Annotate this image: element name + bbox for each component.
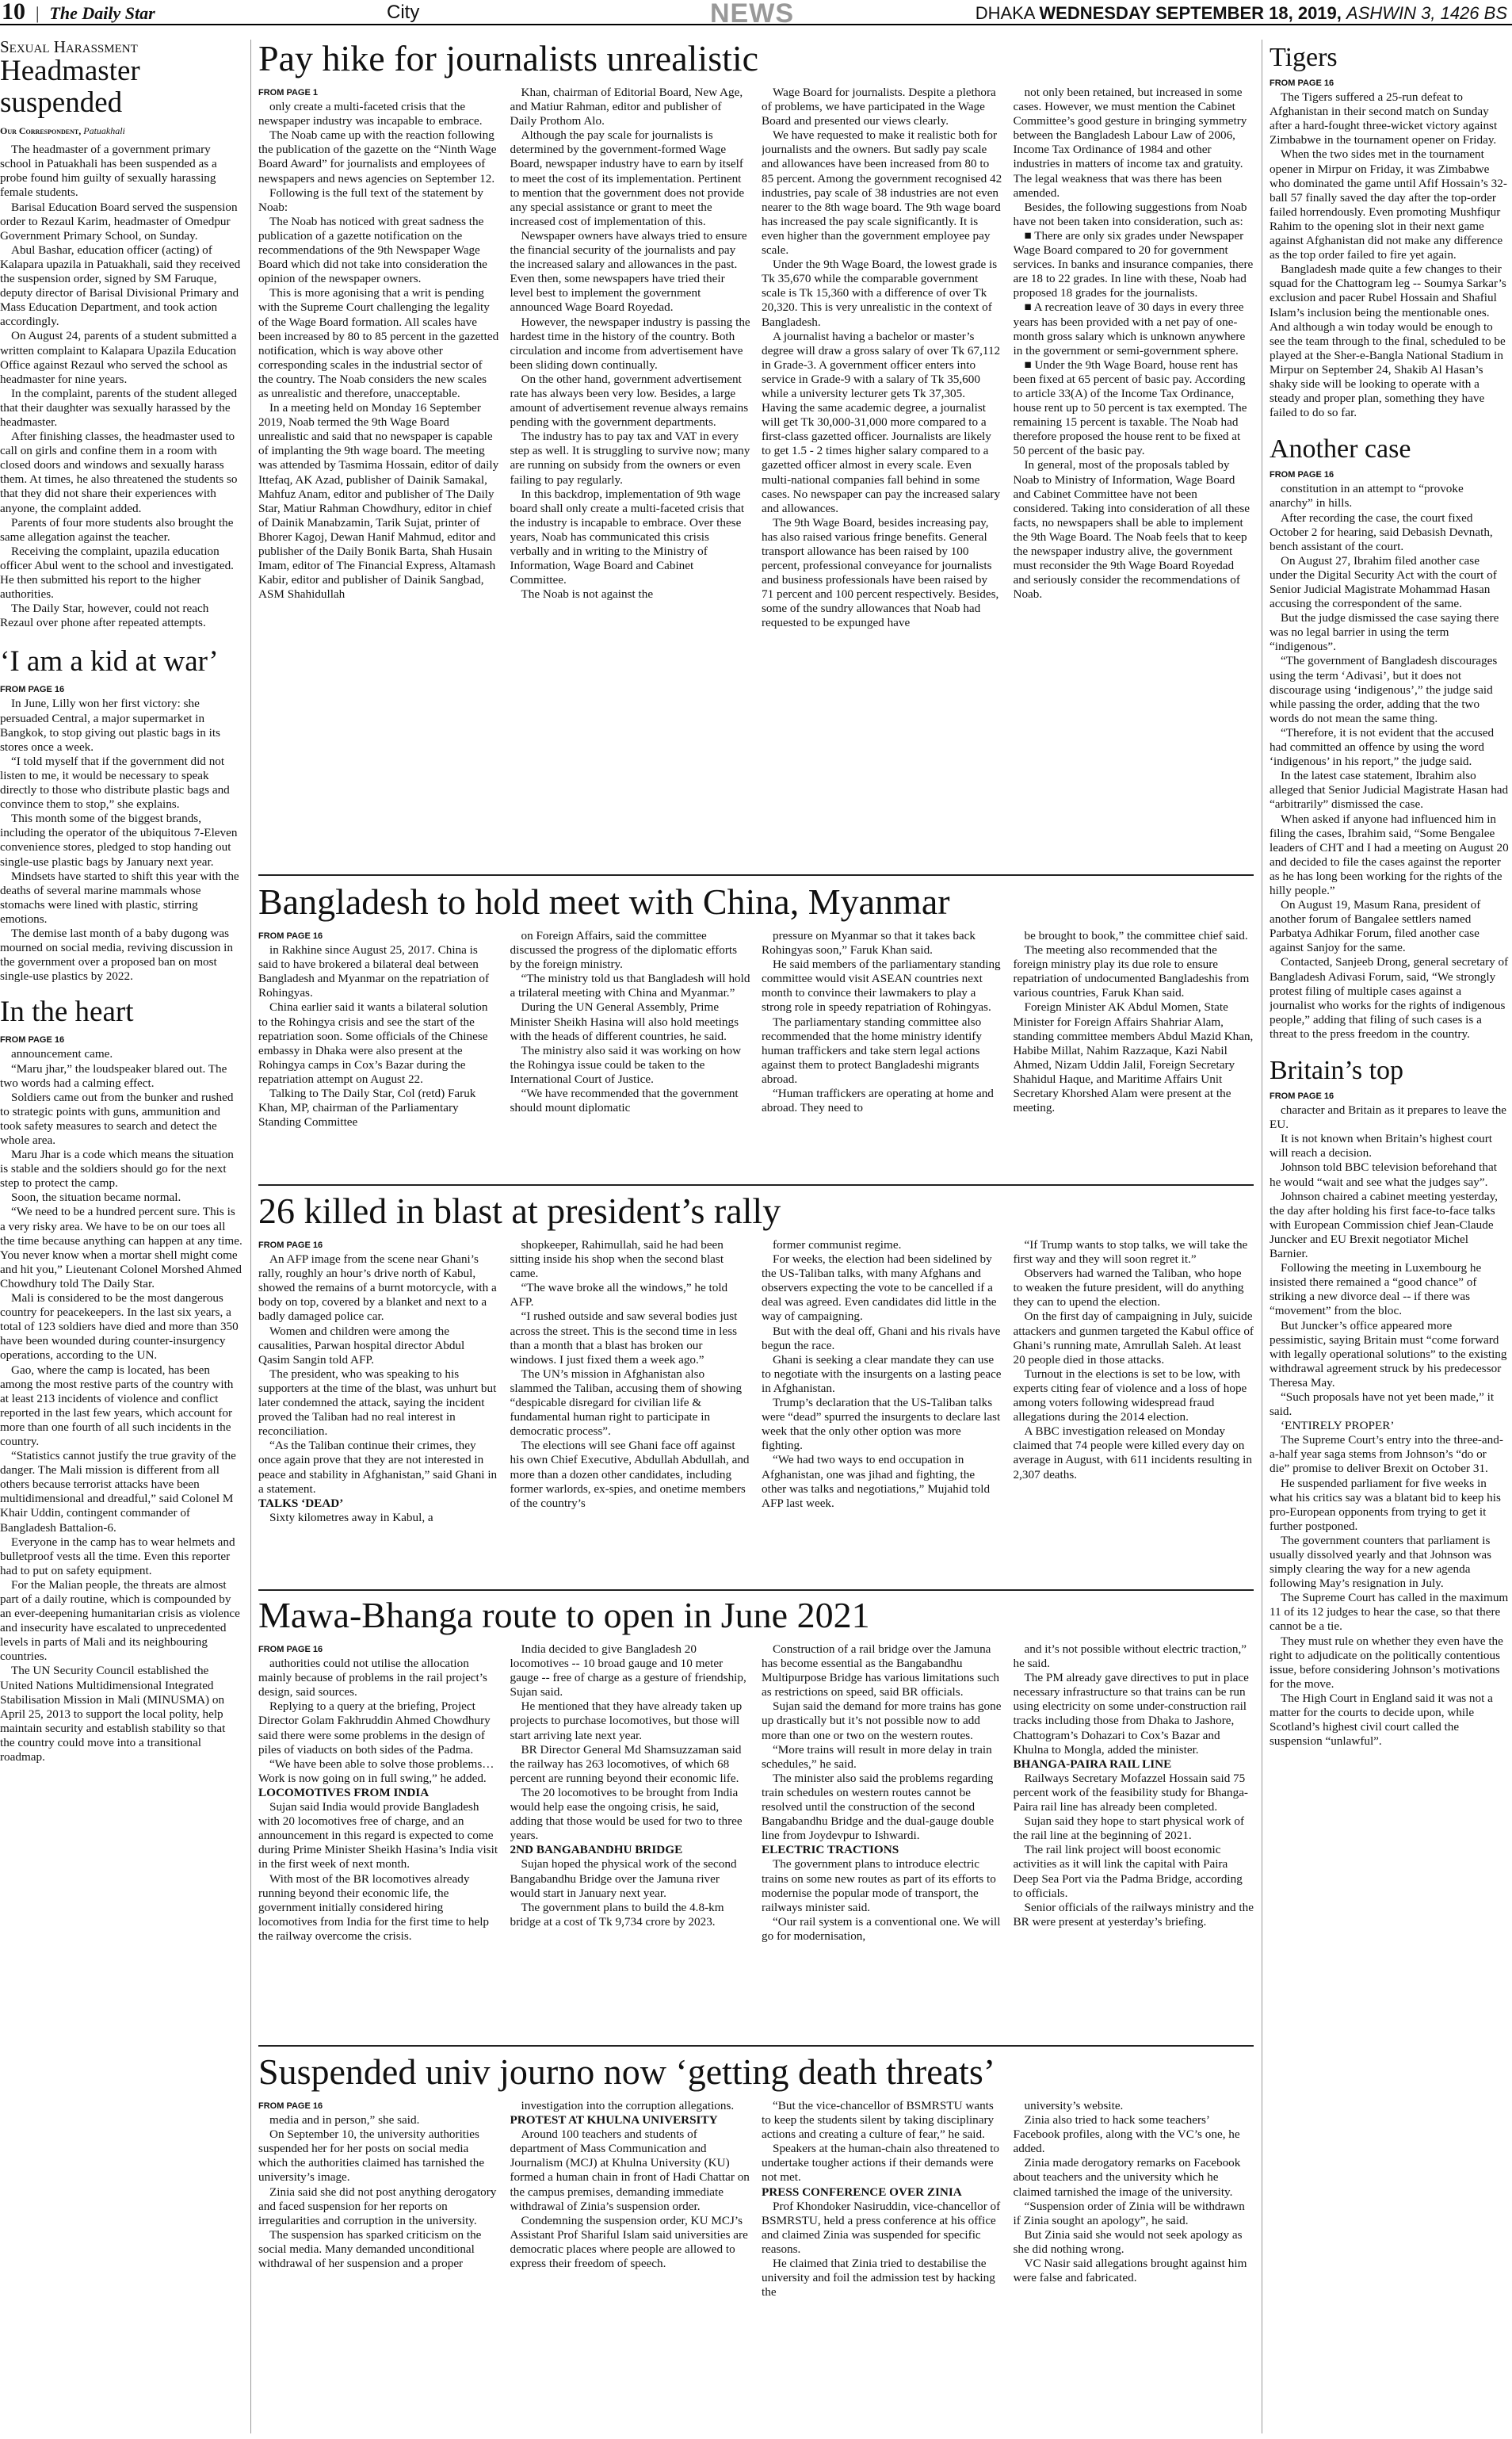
paragraph: “We have been able to solve those problems… Work is now going on in full swing,” he added.: [258, 1757, 494, 1785]
story-column: [510, 1238, 751, 1585]
paragraph: But with the deal off, Ghani and his rivals have begun the race.: [762, 1324, 1001, 1352]
paragraph: Foreign Minister AK Abdul Momen, State Minister for Foreign Affairs Shahriar Alam, standing committee members Abdul Mazid Khan, Habibe Millat, Nahim Razzaque, Kazi Nabil Ahmed, Nizam Uddin Jalil, Foreign Secretary Shahidul Haque, and Maritime Affairs Unit Secretary Khorshed Alam were present at the meeting.: [1013, 1000, 1254, 1115]
dateline-bangla: ASHWIN 3, 1426 BS: [1346, 3, 1507, 23]
paragraph: Ghani is seeking a clear mandate they can use to negotiate with the insurgents on a lasting peace in Afghanistan.: [762, 1352, 1002, 1395]
story-kicker: Sexual Harassment: [0, 40, 138, 56]
story-column: [258, 86, 499, 870]
story-body: [0, 1047, 242, 1764]
paragraph: Everyone in the camp has to wear helmets and bulletproof vests all the time. Even this reporter had to put on safety equipment.: [0, 1535, 235, 1577]
paragraph: ‘ENTIRELY PROPER’: [1281, 1419, 1395, 1433]
paragraph: Turnout in the elections is set to be low, with experts citing fear of violence and a loss of hope among voters following widespread fraud allegations during the 2014 election.: [1013, 1367, 1247, 1424]
paragraph: The headmaster of a government primary school in Patuakhali has been suspended as a probe found him guilty of sexually harassing female students.: [0, 143, 217, 200]
paragraph: But Zinia said she would not seek apology as she did nothing wrong.: [1013, 2227, 1243, 2256]
paragraph: Wage Board for journalists. Despite a plethora of problems, we have participated in the Wage Board and presented our views clearly.: [762, 86, 996, 128]
paragraph: Bangladesh made quite a few changes to their squad for the Chattogram leg -- Soumya Sarkar’s exclusion and pacer Rubel Hossain and Shafiul Islam’s inclusion being the mentionable ones. And although a win today would be enough to see the team through to the final, scheduled to be played at the Sher-e-Bangla National Stadium in Mirpur on September 24, Shakib Al Hasan’s shaky side will be looking to operate with a steady and proper plan, something they have failed to do so far.: [1270, 262, 1506, 420]
paragraph: Prof Khondoker Nasiruddin, vice-chancellor of BSMRSTU, held a press conference at his office and claimed Zinia was suspended for specific reasons.: [762, 2199, 1001, 2256]
paragraph: The UN’s mission in Afghanistan also slammed the Taliban, accusing them of showing “despicable disregard for civilian life & fundamental human right to participate in democratic process”.: [510, 1367, 743, 1439]
paragraph: The Supreme Court’s entry into the three-and-a-half year saga stems from Johnson’s “do or die” promise to deliver Brexit on October 31.: [1270, 1433, 1503, 1476]
paragraph: After finishing classes, the headmaster used to call on girls and confine them in a room with closed doors and windows and sexually harass them. At times, he also threatened the students so that they did not share their experiences with anyone, the complaint added.: [0, 430, 238, 515]
paragraph: “More trains will result in more delay in train schedules,” he said.: [762, 1742, 992, 1771]
paragraph: “If Trump wants to stop talks, we will take the first way and they will soon regret it.”: [1013, 1238, 1248, 1267]
story-columns: [258, 2099, 1254, 2433]
paragraph: “Maru jhar,” the loudspeaker blared out. The two words had a calming effect.: [0, 1061, 227, 1090]
story-headline: Tigers: [1270, 43, 1338, 72]
story-column: [762, 1642, 1002, 2040]
paragraph: The Noab has noticed with great sadness the publication of a gazette notification on the recommendations of the 9th Newspaper Wage Board which did not take into consideration the opinion of the newspaper owners.: [258, 214, 487, 286]
story-pay-hike: [258, 38, 1254, 872]
paragraph: “Therefore, it is not evident that the accused had committed an offence by using the word ‘indigenous’ in his report,” the judge said.: [1270, 725, 1495, 769]
paragraph: character and Britain as it prepares to leave the EU.: [1270, 1103, 1507, 1132]
paragraph: Sujan said the demand for more trains has gone up drastically but it’s not possible now to add more than one or two on the western routes.: [762, 1699, 1002, 1742]
paragraph: In general, most of the proposals tabled by Noab to Ministry of Information, Wage Board and Cabinet Committee have not been considered. Taking into consideration of all these facts, no newspapers shall be able to implement the 9th Wage Board. The Noab feels that to keep the newspaper industry alive, the government must reconsider the 9th Wage Board Royedad and seriously consider the recommendations of Noab.: [1013, 458, 1250, 602]
story-headline: Headmaster suspended: [0, 55, 140, 120]
story-body: [1270, 90, 1509, 420]
paragraph: Soon, the situation became normal.: [11, 1191, 181, 1205]
paragraph: Replying to a query at the briefing, Project Director Golam Fakhruddin Ahmed Chowdhury said there were some problems in the design of piles of viaducts on both sides of the Padma.: [258, 1699, 491, 1757]
paragraph: The government plans to build the 4.8-km bridge at a cost of Tk 9,734 crore by 2023.: [510, 1900, 724, 1929]
story-divider: [258, 1184, 1254, 1186]
story-body: [0, 143, 242, 630]
story-tigers: [1270, 43, 1509, 420]
paragraph: In the complaint, parents of the student alleged that their daughter was sexually harassed by the headmaster.: [0, 386, 238, 429]
paragraph: In this backdrop, implementation of 9th wage board shall only create a multi-faceted crisis that the industry is incapable to embrace. Over these years, Noab has communicated this crisis verbally and in writing to the Ministry of Information, Wage Board and Cabinet Committee.: [510, 487, 745, 587]
paragraph: only create a multi-faceted crisis that the newspaper industry was incapable to embrace.: [258, 100, 483, 128]
dateline: [976, 3, 1507, 24]
story-headline: Another case: [1270, 434, 1411, 464]
paragraph: in Rakhine since August 25, 2017. China is said to have brokered a bilateral deal between Bangladesh and Myanmar on the repatriation of Rohingyas.: [258, 943, 490, 1000]
story-columns: [258, 1642, 1254, 2040]
paragraph: LOCOMOTIVES FROM INDIA: [258, 1785, 430, 1799]
paragraph: The government counters that parliament is usually dissolved yearly and that Johnson was simply clearing the way for a new agenda following May’s resignation in July.: [1270, 1533, 1492, 1591]
paragraph: For weeks, the election had been sidelined by the US-Taliban talks, with many Afghans and observers expecting the vote to be cancelled if a deal was agreed. Even candidates did little in the way of campaigning.: [762, 1252, 997, 1324]
paragraph: Johnson told BBC television beforehand that he would “wait and see what the judges say”.: [1270, 1160, 1497, 1189]
paragraph: Maru Jhar is a code which means the situation is stable and the soldiers should go for the next step to protect the camp.: [0, 1148, 234, 1191]
paragraph: “I rushed outside and saw several bodies just across the street. This is the second time in less than a month that a blast has broken our windows. I just fixed them a week ago.”: [510, 1309, 738, 1367]
paragraph: A journalist having a bachelor or master’s degree will draw a gross salary of over Tk 67,112 in Grade-3. A government officer enters into service in Grade-9 with a salary of Tk 35,600 while a university lecturer gets Tk 37,305. Having the same academic degree, a journalist will get Tk 30,000-31,000 more compared to a first-class gazetted officer. Journalists are likely to get 1.5 - 2 times higher salary compared to a gazetted officer almost in every scale. Even multi-national companies fall behind in some cases. No newspaper can pay the increased salary and allowances.: [762, 329, 1001, 515]
paragraph: In the latest case statement, Ibrahim also alleged that Senior Judicial Magistrate Hasan had “arbitrarily” dismissed the case.: [1270, 769, 1509, 812]
story-divider: [258, 874, 1254, 876]
paragraph: The UN Security Council established the United Nations Multidimensional Integrated Stabilisation Mission in Mali (MINUSMA) on April 25, 2013 to support the local polity, help maintain security and establish stability so that the country could move into a transitional roadmap.: [0, 1664, 226, 1764]
story-in-the-heart: [0, 996, 242, 1764]
paragraph: Zinia also tried to hack some teachers’ Facebook profiles, along with the VC’s one, he added.: [1013, 2113, 1240, 2156]
paragraph: The ministry also said it was working on how the Rohingya issue could be taken to the International Court of Justice.: [510, 1043, 742, 1086]
paragraph: The president, who was speaking to his supporters at the time of the blast, was unhurt but later condemned the attack, saying the incident proved the Taliban had no real interest in reconciliation.: [258, 1367, 497, 1439]
story-column: [1014, 929, 1254, 1181]
jump-line: FROM PAGE 16: [258, 1241, 323, 1250]
story-column: [762, 86, 1002, 870]
paragraph: on Foreign Affairs, said the committee discussed the progress of the diplomatic efforts by the foreign ministry.: [510, 929, 738, 972]
paragraph: Soldiers came out from the bunker and rushed to strategic points with guns, ammunition and took safety measures to search and detect the whole area.: [0, 1090, 234, 1147]
paragraph: Khan, chairman of Editorial Board, New Age, and Matiur Rahman, editor and publisher of Daily Prothom Alo.: [510, 86, 743, 128]
paragraph: In a meeting held on Monday 16 September 2019, Noab termed the 9th Wage Board unrealistic and said that no newspaper is capable of implanting the 9th wage board. The meeting was attended by Tasmima Hossain, editor of daily Ittefaq, AK Azad, publisher of Dainik Samakal, Mahfuz Anam, editor and publisher of The Daily Star, Matiur Rahman Chowdhury, editor in chief of Dainik Manabzamin, Tarik Sujat, printer of Bhorer Kagoj, Dewan Hanif Mahmud, editor and publisher of the Daily Bonik Barta, Shah Husain Imam, editor of The Financial Express, Altamash Kabir, editor and publisher of Dainik Sangbad, ASM Shahidullah: [258, 401, 499, 602]
jump-line: FROM PAGE 16: [1270, 1091, 1334, 1101]
story-column: [258, 2099, 499, 2433]
story-column: [1014, 2099, 1254, 2433]
paragraph: For the Malian people, the threats are almost part of a daily routine, which is compounded by an ever-deepening humanitarian crisis as violence and insecurity have escalated to unprecedented levels in parts of Mali and its neighbouring countries.: [0, 1577, 240, 1664]
paragraph: TALKS ‘DEAD’: [258, 1496, 344, 1510]
paragraph: Zinia said she did not post anything derogatory and faced suspension for her reports on irregularities and corruption in the university.: [258, 2185, 497, 2227]
paragraph: Observers had warned the Taliban, who hope to weaken the future president, will do anything they can to upend the election.: [1013, 1267, 1244, 1309]
jump-line: FROM PAGE 16: [258, 2101, 323, 2111]
paragraph: The meeting also recommended that the foreign ministry play its due role to ensure repatriation of undocumented Bangladeshis from various countries, Faruk Khan said.: [1013, 943, 1250, 1000]
paragraph: Women and children were among the causalities, Parwan hospital director Abdul Qasim Sangin told AFP.: [258, 1324, 465, 1367]
paragraph: The parliamentary standing committee also recommended that the home ministry identify human traffickers and take stern legal actions against them to protect Bangladeshi migrants abroad.: [762, 1015, 982, 1086]
story-headline: 26 killed in blast at president’s rally: [258, 1191, 781, 1231]
paragraph: Receiving the complaint, upazila education officer Abul went to the school and investigated. He then submitted his report to the higher authorities.: [0, 544, 234, 602]
story-column: [1014, 86, 1254, 870]
story-headline: Pay hike for journalists unrealistic: [258, 38, 759, 78]
dateline-date: WEDNESDAY SEPTEMBER 18, 2019,: [1039, 3, 1342, 23]
paragraph: On the other hand, government advertisement rate has always been very low. Besides, a large amount of advertisement revenue always remains pending with the government departments.: [510, 372, 749, 430]
jump-line: FROM PAGE 16: [258, 1645, 323, 1654]
paragraph: The minister also said the problems regarding train schedules on western routes cannot be resolved until the construction of the second Bangabandhu Bridge and the dual-gauge double line from Joydevpur to Ishwardi.: [762, 1771, 995, 1843]
paragraph: The Supreme Court has called in the maximum 11 of its 12 judges to hear the case, so that there cannot be a tie.: [1270, 1591, 1509, 1634]
paragraph: Following is the full text of the statement by Noab:: [258, 185, 483, 214]
paragraph: On September 10, the university authorities suspended her for her posts on social media which the authorities claimed has tarnished the university’s image.: [258, 2127, 485, 2185]
paragraph: “We have recommended that the government should mount diplomatic: [510, 1087, 739, 1115]
paragraph: After recording the case, the court fixed October 2 for hearing, said Debasish Devnath, bench assistant of the court.: [1270, 510, 1493, 553]
paragraph: PRESS CONFERENCE OVER ZINIA: [762, 2185, 962, 2199]
paragraph: The Noab came up with the reaction following the publication of the gazette on the “Ninth Wage Board Award” for journalists and employees of newspapers and news agencies on September 12.: [258, 128, 497, 185]
paragraph: The demise last month of a baby dugong was mourned on social media, reviving discussion in the government over a proposed ban on most single-use plastics by 2022.: [0, 926, 233, 984]
paragraph: ■ Under the 9th Wage Board, house rent has been fixed at 65 percent of basic pay. According to article 33(A) of the Income Tax Ordinance, house rent up to 50 percent is tax exempted. The remaining 15 percent is taxable. The Noab had therefore proposed the house rent to be fixed at 50 percent of the basic pay.: [1013, 357, 1247, 458]
paragraph: The government plans to introduce electric trains on some new routes as part of its efforts to modernise the popular mode of transport, the railways minister said.: [762, 1857, 996, 1914]
paragraph: Parents of four more students also brought the same allegation against the teacher.: [0, 515, 234, 544]
paragraph: PROTEST AT KHULNA UNIVERSITY: [510, 2113, 718, 2127]
jump-line: FROM PAGE 16: [258, 931, 323, 941]
paragraph: Condemning the suspension order, KU MCJ’s Assistant Prof Shariful Islam said universities are democratic places where people are allowed to express their freedom of speech.: [510, 2213, 748, 2271]
paragraph: “I told myself that if the government did not listen to me, it would be necessary to speak directly to those who distribute plastic bags and convince them to stop,” she explains.: [0, 754, 230, 812]
paragraph: Mindsets have started to shift this year with the deaths of several marine mammals whose stomachs were lined with plastic, stirring emotions.: [0, 869, 239, 926]
paragraph: Around 100 teachers and students of department of Mass Communication and Journalism (MCJ) at Khulna University (KU) formed a human chain in front of Hadi Chattar on the campus premises, demanding immediate withdrawal of Zinia’s suspension order.: [510, 2127, 750, 2213]
paper-name: The Daily Star: [49, 3, 155, 23]
page-number-and-flag: 10 | The Daily Star: [2, 0, 155, 25]
paragraph: In June, Lilly won her first victory: she persuaded Central, a major supermarket in Bangkok, to stop giving out plastic bags in its stores once a week.: [0, 697, 221, 754]
paragraph: The rail link project will boost economic activities as it will link the capital with Paira Deep Sea Port via the Padma Bridge, according to officials.: [1013, 1843, 1243, 1900]
paragraph: authorities could not utilise the allocation mainly because of problems in the rail project’s design, said sources.: [258, 1657, 487, 1699]
jump-line: FROM PAGE 16: [0, 1035, 65, 1046]
story-headmaster: [0, 40, 242, 630]
paragraph: The 20 locomotives to be brought from India would help ease the ongoing crisis, he said, adding that those would be used for two to three years.: [510, 1785, 743, 1843]
paragraph: “The ministry told us that Bangladesh will hold a trilateral meeting with China and Myanmar.”: [510, 972, 750, 1000]
paragraph: He claimed that Zinia tried to destabilise the university and foil the admission test by hacking the: [762, 2257, 995, 2299]
paragraph: The industry has to pay tax and VAT in every step as well. It is struggling to survive now; many are running on subsidy from the owners or even failing to pay regularly.: [510, 430, 750, 487]
story-byline: Our Correspondent, Patuakhali: [0, 125, 125, 137]
paragraph: “We need to be a hundred percent sure. This is a very risky area. We have to be on our toes all the time because anything can happen at any time. You never know when a mortar shell might come and hit you,” Lieutenant Colonel Morshed Ahmed Chowdhury told The Daily Star.: [0, 1205, 242, 1290]
paragraph: He suspended parliament for five weeks in what his critics say was a blatant bid to keep his pro-European opponents from trying to get it further postponed.: [1270, 1476, 1501, 1533]
page-masthead: [0, 0, 1512, 29]
paragraph: “But the vice-chancellor of BSMRSTU wants to keep the students silent by taking disciplinary actions and creating a culture of fear,” he said.: [762, 2099, 995, 2142]
story-column: [762, 2099, 1002, 2433]
paragraph: Mali is considered to be the most dangerous country for peacekeepers. In the last six years, a total of 123 soldiers have died and more than 350 have been wounded during counter-insurgency operations, according to the UN.: [0, 1291, 239, 1363]
paragraph: He said members of the parliamentary standing committee would visit ASEAN countries next month to convince their lawmakers to play a strong role in speedy repatriation of Rohingyas.: [762, 958, 1001, 1015]
paragraph: With most of the BR locomotives already running beyond their economic life, the government initially considered hiring locomotives from India for the first time to help the railway overcome the crisis.: [258, 1871, 490, 1943]
paragraph: Speakers at the human-chain also threatened to undertake tougher actions if their demands were not met.: [762, 2142, 999, 2185]
paragraph: be brought to book,” the committee chief said.: [1024, 929, 1248, 942]
paragraph: shopkeeper, Rahimullah, said he had been sitting inside his shop when the second blast came.: [510, 1238, 724, 1281]
story-column: [258, 1238, 499, 1585]
paragraph: not only been retained, but increased in some cases. However, we must mention the Cabinet Committee’s good gesture in bringing symmetry between the Bangladesh Labour Law of 2006, Income Tax Ordinance of 1984 and other industries in matters of income tax and gratuity. The legal weakness that was there has been amended.: [1013, 86, 1247, 200]
column-divider: [250, 40, 251, 2433]
dateline-city: DHAKA: [975, 3, 1035, 23]
paragraph: “The wave broke all the windows,” he told AFP.: [510, 1281, 728, 1309]
paragraph: Following the meeting in Luxembourg he insisted there remained a “good chance” of striking a new divorce deal -- if there was “movement” from the bloc.: [1270, 1261, 1482, 1318]
paragraph: “As the Taliban continue their crimes, they once again prove that they are not interested in peace and stability in Afghanistan,” said Ghani in a statement.: [258, 1439, 498, 1496]
paragraph: The Noab is not against the: [521, 587, 654, 602]
story-column: [1014, 1238, 1254, 1585]
paragraph: When the two sides met in the tournament opener in Mirpur on Friday, it was Zimbabwe who dominated the game until Afif Hossain’s 32-ball 57 finally saved the day after the top-order failed horrendously. Even promoting Mushfiqur Rahim to the opening slot in their next game against Afghanistan did not make any difference as the top order failed to fire yet again.: [1270, 147, 1507, 262]
paragraph: BHANGA-PAIRA RAIL LINE: [1013, 1757, 1172, 1771]
jump-line: FROM PAGE 16: [1270, 78, 1334, 88]
paragraph: On August 19, Masum Rana, president of another forum of Bangalee settlers named Parbatya Adhikar Forum, filed another case against Sanjoy for the same.: [1270, 898, 1481, 955]
paragraph: “The government of Bangladesh discourages using the term ‘Adivasi’, but it does not discourage using ‘indigenous’,” the judge said while passing the order, adding that the two words do not mean the same thing.: [1270, 654, 1498, 725]
paragraph: It is not known when Britain’s highest court will reach a decision.: [1270, 1132, 1493, 1160]
paragraph: media and in person,” she said.: [269, 2113, 420, 2127]
story-body: [0, 697, 242, 984]
story-headline: Bangladesh to hold meet with China, Myanmar: [258, 881, 950, 922]
paragraph: “We had two ways to end occupation in Afghanistan, one was jihad and fighting, the other was talks and negotiations,” Mujahid told AFP last week.: [762, 1453, 991, 1510]
paragraph: This month some of the biggest brands, including the operator of the ubiquitous 7-Eleven convenience stores, pledged to stop handing out single-use plastic bags by January next year.: [0, 812, 238, 869]
paragraph: On the first day of campaigning in July, suicide attackers and gunmen targeted the Kabul office of Ghani’s running mate, Amrullah Saleh. At least 20 people died in those attacks.: [1013, 1309, 1254, 1367]
story-column: [258, 1642, 499, 2040]
paragraph: ■ There are only six grades under Newspaper Wage Board compared to 20 for government services. In banks and insurance companies, there are 18 to 22 grades. In line with these, Noab had proposed 18 grades for the journalists.: [1013, 228, 1254, 300]
story-columns: [258, 86, 1254, 870]
story-headline: Britain’s top: [1270, 1056, 1404, 1085]
paragraph: The suspension has sparked criticism on the social media. Many demanded unconditional withdrawal of her suspension and a proper: [258, 2227, 482, 2271]
story-body: [1270, 1103, 1509, 1749]
story-headline: In the heart: [0, 996, 134, 1029]
paragraph: Zinia made derogatory remarks on Facebook about teachers and the university which he claimed tarnished the image of the university.: [1013, 2156, 1241, 2199]
story-column: [510, 929, 751, 1181]
paragraph: A BBC investigation released on Monday claimed that 74 people were killed every day on average in August, with 611 incidents resulting in 2,307 deaths.: [1013, 1424, 1252, 1481]
story-columns: [258, 929, 1254, 1181]
story-mawa-bhanga: [258, 1595, 1254, 2042]
paragraph: The PM already gave directives to put in place necessary infrastructure so that trains can be run using electricity on some under-construction rail tracks including those from Dhaka to Jashore, Chattogram’s Dohazari to Cox’s Bazar and Khulna to Mongla, added the minister.: [1013, 1671, 1249, 1757]
paragraph: “Statistics cannot justify the true gravity of the danger. The Mali mission is different from all others because terrorist attacks have been multidimensional and dreadful,” said Colonel M Khair Uddin, contingent commander of Bangladesh Battalion-6.: [0, 1449, 236, 1535]
story-column: [510, 2099, 751, 2433]
department-name: NEWS: [710, 0, 794, 29]
paragraph: The Tigers suffered a 25-run defeat to Afghanistan in their second match on Sunday after a hard-fought three-wicket victory against Zimbabwe in the tournament opener on Friday.: [1270, 90, 1498, 147]
paragraph: Sujan said they hope to start physical work of the rail line at the beginning of 2021.: [1013, 1814, 1245, 1843]
paragraph: Gao, where the camp is located, has been among the most restive parts of the country with at least 213 incidents of violence and conflict reported in the last few years, which account for more than one fourth of all such incidents in the country.: [0, 1363, 234, 1448]
jump-line: FROM PAGE 1: [258, 88, 318, 97]
story-divider: [258, 2045, 1254, 2047]
paragraph: The High Court in England said it was not a matter for the courts to decide upon, while Scotland’s highest civil court called the suspension “unlawful”.: [1270, 1691, 1493, 1749]
paragraph: An AFP image from the scene near Ghani’s rally, roughly an hour’s drive north of Kabul, showed the remains of a burnt motorcycle, with a body on top, covered by a blanket and next to a badly damaged police car.: [258, 1252, 497, 1324]
paragraph: investigation into the corruption allegations.: [521, 2099, 735, 2112]
paragraph: Abul Bashar, education officer (acting) of Kalapara upazila in Patuakhali, said they received the suspension order, signed by SM Faruque, deputy director of Barisal Divisional Primary and Mass Education Department, and took action accordingly.: [0, 243, 241, 329]
paragraph: Under the 9th Wage Board, the lowest grade is Tk 35,670 while the comparable government scale is Tk 15,360 with a difference of over Tk 20,320. This is very unrealistic in the context of Bangladesh.: [762, 258, 998, 329]
jump-line: FROM PAGE 16: [1270, 470, 1334, 480]
story-column: [510, 1642, 751, 2040]
paragraph: and it’s not possible without electric traction,” he said.: [1013, 1642, 1247, 1671]
paragraph: However, the newspaper industry is passing the hardest time in the history of the country. Both circulation and income from advertisement have been sliding down continually.: [510, 315, 750, 372]
story-another-case: [1270, 434, 1509, 1042]
paragraph: We have requested to make it realistic both for journalists and the owners. But sadly pay scale and allowances have been increased from 80 to 85 percent. Among the government recognised 42 industries, pay scale of 38 industries are not even nearer to the 8th wage board. The 9th wage board has increased the pay scale significantly. It is even higher than the government employee pay scale.: [762, 128, 1002, 258]
paragraph: China earlier said it wants a bilateral solution to the Rohingya crisis and see the start of the repatriation soon. Some officials of the Chinese embassy in Dhaka were also present at the Rohingya camps in Cox’s Bazar during the repatriation attempt on August 22.: [258, 1000, 488, 1086]
story-britains-top: [1270, 1056, 1509, 1749]
paragraph: Sujan hoped the physical work of the second Bangabandhu Bridge over the Jamuna river would start in January next year.: [510, 1857, 737, 1900]
story-column: [510, 86, 751, 870]
paragraph: VC Nasir said allegations brought against him were false and fabricated.: [1013, 2257, 1247, 2285]
paragraph: Sujan said India would provide Bangladesh with 20 locomotives free of charge, and an announcement in this regard is expected to come during Prime Minister Sheikh Hasina’s India visit in the first week of next month.: [258, 1800, 498, 1871]
paragraph: On August 27, Ibrahim filed another case under the Digital Security Act with the court of Senior Judicial Magistrate Mohammad Hasan accusing the correspondent of the same.: [1270, 553, 1497, 611]
story-columns: [258, 1238, 1254, 1585]
story-column: [1014, 1642, 1254, 2040]
paragraph: announcement came.: [11, 1047, 113, 1061]
left-column: [0, 40, 242, 2435]
right-column: [1270, 40, 1509, 2435]
paragraph: BR Director General Md Shamsuzzaman said the railway has 263 locomotives, of which 68 percent are running beyond their economic life.: [510, 1742, 742, 1785]
section-name: City: [387, 2, 420, 23]
paragraph: Senior officials of the railways ministry and the BR were present at yesterday’s briefing.: [1013, 1900, 1254, 1929]
paragraph: “Such proposals have not yet been made,” it said.: [1270, 1390, 1495, 1419]
paragraph: Besides, the following suggestions from Noab have not been taken into consideration, such as:: [1013, 200, 1247, 228]
story-suspended-journo: [258, 2051, 1254, 2435]
paragraph: Talking to The Daily Star, Col (retd) Faruk Khan, MP, chairman of the Parliamentary Standing Committee: [258, 1087, 476, 1130]
paragraph: He mentioned that they have already taken up projects to purchase locomotives, but those will start arriving late next year.: [510, 1699, 743, 1742]
paragraph: This is more agonising that a writ is pending with the Supreme Court challenging the legality of the Wage Board formation. All scales have been increased by 80 to 85 percent in the gazetted notification, which is way above other corresponding scales in the industrial sector of the country. The Noab considers the new scales as unrealistic and therefore, unacceptable.: [258, 286, 499, 400]
story-column: [762, 929, 1002, 1181]
story-column: [762, 1238, 1002, 1585]
story-headline: Mawa-Bhanga route to open in June 2021: [258, 1595, 870, 1635]
paragraph: The 9th Wage Board, besides increasing pay, has also raised various fringe benefits. General transport allowance has been raised by 100 percent, professional conveyance for journalists and business professionals have been raised by 71 percent and 100 percent respectively. Besides, some of the sundry allowances that Noab had requested to be expunged have: [762, 515, 999, 630]
paragraph: The Daily Star, however, could not reach Rezaul over phone after repeated attempts.: [0, 602, 209, 630]
paragraph: 2ND BANGABANDHU BRIDGE: [510, 1843, 683, 1857]
paragraph: During the UN General Assembly, Prime Minister Sheikh Hasina will also hold meetings with the heads of different countries, he said.: [510, 1000, 739, 1043]
paragraph: On August 24, parents of a student submitted a written complaint to Kalapara Upazila Education Office against Rezaul who served the school as headmaster for nine years.: [0, 329, 237, 386]
paragraph: India decided to give Bangladesh 20 locomotives -- 10 broad gauge and 10 meter gauge -- free of charge as a gesture of friendship, Sujan said.: [510, 1642, 746, 1699]
paragraph: constitution in an attempt to “provoke anarchy” in hills.: [1270, 482, 1464, 510]
paragraph: Construction of a rail bridge over the Jamuna has become essential as the Bangabandhu Multipurpose Bridge has various limitations such as restrictions on speed, said BR officials.: [762, 1642, 999, 1699]
paragraph: They must rule on whether they even have the right to adjudicate on the politically contentious issue, before considering Johnson’s motivations for the move.: [1270, 1634, 1503, 1691]
page-number: 10: [2, 0, 25, 25]
paragraph: Barisal Education Board served the suspension order to Rezaul Karim, headmaster of Omedpur Government Primary School, on Sunday.: [0, 200, 238, 243]
paragraph: The elections will see Ghani face off against his own Chief Executive, Abdullah Abdullah, and more than a dozen other candidates, including former warlords, ex-spies, and onetime members of the country’s: [510, 1439, 750, 1510]
paragraph: “Our rail system is a conventional one. We will go for modernisation,: [762, 1914, 1001, 1943]
paragraph: Johnson chaired a cabinet meeting yesterday, the day after holding his first face-to-face talks with European Commission chief Jean-Claude Juncker and EU Brexit negotiator Michel Barnier.: [1270, 1189, 1498, 1261]
paragraph: When asked if anyone had influenced him in filing the cases, Ibrahim said, “Some Bengalee leaders of CHT and I had a meeting on August 20 and decided to file the cases against the reporter as he has long been working for the rights of the hilly people.”: [1270, 812, 1509, 897]
paragraph: But Juncker’s office appeared more pessimistic, saying Britain must “come forward with legally operational solutions” to the existing withdrawal agreement struck by his predecessor Theresa May.: [1270, 1318, 1507, 1390]
story-kid-at-war: [0, 646, 242, 984]
paragraph: Trump’s declaration that the US-Taliban talks were “dead” spurred the insurgents to declare last week that the only other option was more fighting.: [762, 1396, 1001, 1453]
paragraph: university’s website.: [1024, 2099, 1124, 2112]
paragraph: “Human traffickers are operating at home and abroad. They need to: [762, 1087, 994, 1115]
story-headline: Suspended univ journo now ‘getting death threats’: [258, 2051, 996, 2092]
paragraph: “Suspension order of Zinia will be withdrawn if Zinia sought an apology”, he said.: [1013, 2199, 1245, 2227]
paragraph: Railways Secretary Mofazzel Hossain said 75 percent work of the feasibility study for Bhanga-Paira rail line has already been completed.: [1013, 1771, 1248, 1814]
paragraph: ELECTRIC TRACTIONS: [762, 1843, 899, 1857]
paragraph: former communist regime.: [773, 1238, 902, 1252]
paragraph: Although the pay scale for journalists is determined by the government-formed Wage Board, newspaper industry have to earn by itself to meet the cost of its implementation. Pertinent to mention that the government does not provide any special assistance or grant to meet the increased cost of implementation of this.: [510, 128, 745, 228]
story-kabul-blast: [258, 1191, 1254, 1587]
story-china-myanmar: [258, 881, 1254, 1183]
paragraph: Newspaper owners have always tried to ensure the financial security of the journalists and pay the increased salary and allowances in the past. Even then, some newspapers have tried their level best to implement the government announced Wage Board Royedad.: [510, 228, 747, 315]
paragraph: Sixty kilometres away in Kabul, a: [269, 1510, 433, 1524]
paragraph: Contacted, Sanjeeb Drong, general secretary of Bangladesh Adivasi Forum, said, “We strongly protest filing of multiple cases against a journalist who works for the rights of indigenous people,” adding that filing of such cases is a threat to the press freedom in the country.: [1270, 955, 1509, 1041]
story-body: [1270, 482, 1509, 1042]
paragraph: But the judge dismissed the case saying there was no legal barrier in using the term “indigenous”.: [1270, 611, 1499, 654]
jump-line: FROM PAGE 16: [0, 685, 65, 695]
paragraph: ■ A recreation leave of 30 days in every three years has been provided with a net pay of one-month gross salary which is unknown anywhere in the government or semi-government sphere.: [1013, 300, 1246, 357]
story-headline: ‘I am a kid at war’: [0, 645, 219, 679]
story-column: [258, 929, 499, 1181]
paragraph: pressure on Myanmar so that it takes back Rohingyas soon,” Faruk Khan said.: [762, 929, 976, 958]
story-divider: [258, 1589, 1254, 1591]
